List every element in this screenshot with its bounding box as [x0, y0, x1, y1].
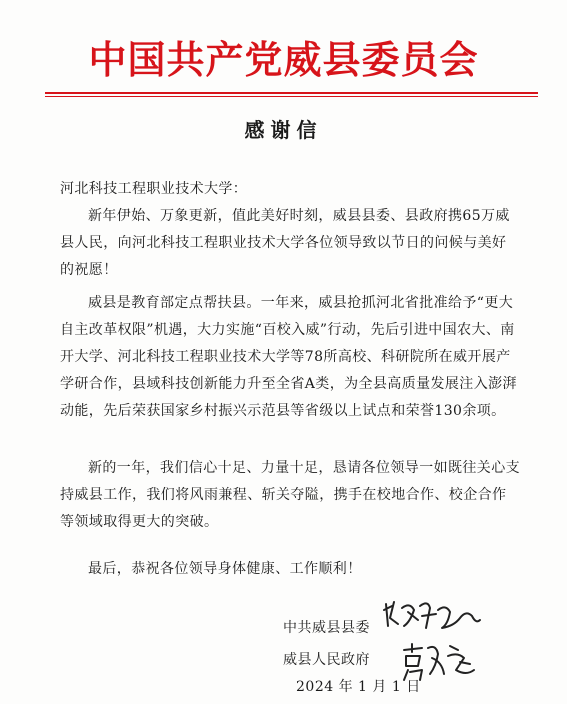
paragraph-closing: 最后，恭祝各位领导身体健康、工作顺利！	[88, 561, 362, 577]
letterhead-rule-thick	[45, 92, 538, 94]
paragraph-new-year: 新的一年，我们信心十足、力量十足，恳请各位领导一如既往关心支持威县工作，我们将风雨兼程、斩关夺隘，携手在校地合作、校企合作等领域取得更大的突破。	[60, 460, 520, 530]
handwritten-signature-1	[380, 596, 485, 636]
signatory-government: 威县人民政府	[283, 652, 370, 668]
letter-date: 2024 年 1 月 1 日	[296, 679, 421, 695]
signatory-party-committee: 中共威县县委	[283, 620, 370, 636]
letterhead-rule-thin	[45, 96, 538, 97]
letterhead-org-name: 中国共产党威县委员会	[88, 38, 479, 82]
document-title: 感谢信	[244, 118, 323, 142]
paragraph-achievements: 威县是教育部定点帮扶县。一年来，威县抢抓河北省批准给予“更大自主改革权限”机遇，大力实施“百校入威”行动，先后引进中国农大、南开大学、河北科技工程职业技术大学等78所高校、科研院所在威开展产学研合作，县域科技创新能力升至全省A类，为全县高质量发展注入澎湃动能，先后荣获国家乡村振兴示范县等省级以上试点和荣誉130余项。	[60, 295, 517, 419]
salutation: 河北科技工程职业技术大学：	[60, 181, 248, 197]
paragraph-greeting: 新年伊始、万象更新，值此美好时刻，威县县委、县政府携65万威县人民，向河北科技工程职业技术大学各位领导致以节日的问候与美好的祝愿！	[60, 208, 510, 278]
handwritten-signature-2	[400, 640, 478, 684]
